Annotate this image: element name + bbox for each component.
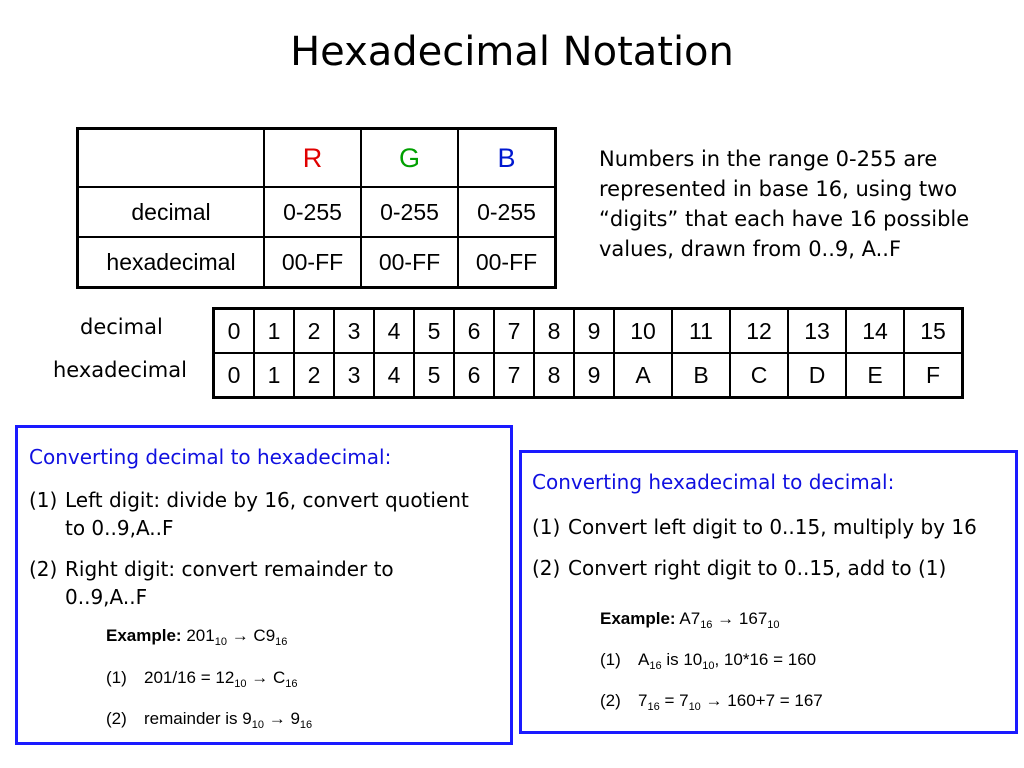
dec-to-hex-example-step — [106, 709, 312, 729]
hex-to-dec-example-step — [600, 691, 823, 711]
base-subscript: 16 — [647, 701, 660, 713]
digit-cell: 2 — [294, 309, 334, 354]
rgb-cell: 0-255 — [458, 187, 556, 237]
base-subscript: 10 — [251, 719, 264, 731]
arrow-icon: → — [251, 668, 269, 687]
step-number: (2) — [532, 556, 561, 580]
base16-note: Numbers in the range 0-255 are represented in base 16, using two “digits” that each have 16 possible values, drawn from 0..9, A..F — [599, 147, 970, 261]
digit-cell: 10 — [614, 309, 672, 354]
step-number: (1) — [600, 650, 621, 669]
hex-to-dec-step — [532, 554, 946, 582]
base-subscript: 10 — [214, 636, 227, 648]
arrow-icon: → — [705, 691, 723, 710]
base-subscript: 16 — [285, 678, 298, 690]
digit-cell: B — [672, 353, 730, 398]
example-step-text: = 7 — [659, 691, 689, 710]
example-step-text: remainder is 9 — [144, 709, 252, 728]
dec-to-hex-step — [29, 486, 469, 542]
digit-row-label-decimal: decimal — [80, 315, 163, 339]
example-step-text: 201/16 = 12 — [144, 668, 235, 687]
step-number: (2) — [106, 709, 127, 728]
rgb-cell: 0-255 — [361, 187, 458, 237]
digit-cell: 1 — [254, 353, 294, 398]
rgb-cell: 0-255 — [264, 187, 361, 237]
dec-to-hex-example — [106, 626, 287, 646]
digit-cell: 8 — [534, 309, 574, 354]
hex-to-decimal-box — [519, 450, 1018, 734]
rgb-header-b: B — [458, 129, 556, 188]
rgb-row-label: decimal — [78, 187, 265, 237]
hex-to-dec-step — [532, 513, 977, 541]
digit-cell: 13 — [788, 309, 846, 354]
base-subscript: 16 — [700, 619, 713, 631]
rgb-header-row — [78, 129, 556, 188]
example-step-text: is 10 — [661, 650, 703, 669]
digit-cell: 14 — [846, 309, 904, 354]
rgb-header-g: G — [361, 129, 458, 188]
hex-to-dec-example — [600, 609, 780, 629]
digit-cell: F — [904, 353, 963, 398]
decimal-to-hex-box — [15, 425, 513, 745]
example-to: C9 — [253, 626, 276, 645]
digit-cell: 15 — [904, 309, 963, 354]
step-number: (2) — [600, 691, 621, 710]
example-from: A7 — [679, 609, 701, 628]
step-number: (1) — [532, 515, 561, 539]
digit-cell: 3 — [334, 353, 374, 398]
digit-hexadecimal-row — [214, 353, 963, 398]
decimal-to-hex-heading: Converting decimal to hexadecimal: — [29, 445, 392, 469]
step-text-continued: to 0..9,A..F — [65, 516, 174, 540]
step-text: Left digit: divide by 16, convert quotient — [65, 488, 469, 512]
example-step-text: 7 — [638, 691, 648, 710]
digit-cell: 0 — [214, 353, 255, 398]
rgb-cell: 00-FF — [264, 237, 361, 288]
digit-decimal-row — [214, 309, 963, 354]
step-number: (1) — [106, 668, 127, 687]
digit-cell: 7 — [494, 309, 534, 354]
arrow-icon: → — [717, 609, 735, 628]
step-text-continued: 0..9,A..F — [65, 585, 148, 609]
base-subscript: 10 — [234, 678, 247, 690]
digit-cell: 7 — [494, 353, 534, 398]
base-subscript: 16 — [275, 636, 288, 648]
hex-to-decimal-heading: Converting hexadecimal to decimal: — [532, 470, 895, 494]
rgb-header-r: R — [264, 129, 361, 188]
base-subscript: 16 — [649, 660, 662, 672]
rgb-header-empty — [78, 129, 265, 188]
digit-cell: 11 — [672, 309, 730, 354]
example-to: 167 — [738, 609, 768, 628]
step-number: (1) — [29, 488, 58, 512]
example-step-result: 160+7 = 167 — [727, 691, 823, 710]
step-text: Convert right digit to 0..15, add to (1) — [568, 556, 947, 580]
rgb-cell: 00-FF — [458, 237, 556, 288]
digit-cell: 8 — [534, 353, 574, 398]
example-step-result: 9 — [290, 709, 300, 728]
step-number: (2) — [29, 557, 58, 581]
dec-to-hex-example-step — [106, 668, 298, 688]
rgb-row-label: hexadecimal — [78, 237, 265, 288]
digit-cell: 12 — [730, 309, 788, 354]
digit-cell: C — [730, 353, 788, 398]
hex-to-dec-example-step — [600, 650, 816, 670]
digit-cell: 9 — [574, 353, 614, 398]
digit-cell: 5 — [414, 309, 454, 354]
example-step-result: C — [273, 668, 286, 687]
dec-to-hex-step — [29, 555, 394, 611]
digit-row-label-hexadecimal: hexadecimal — [53, 358, 187, 382]
example-label: Example: — [600, 609, 676, 628]
digit-cell: 1 — [254, 309, 294, 354]
digit-cell: 2 — [294, 353, 334, 398]
arrow-icon: → — [268, 709, 286, 728]
base-subscript: 10 — [767, 619, 780, 631]
rgb-hexadecimal-row — [78, 237, 556, 288]
digit-cell: 6 — [454, 309, 494, 354]
digit-cell: 9 — [574, 309, 614, 354]
base-subscript: 16 — [299, 719, 313, 731]
digit-cell: A — [614, 353, 672, 398]
digit-table — [212, 307, 964, 399]
slide-title: Hexadecimal Notation — [290, 29, 734, 75]
base-subscript: 10 — [688, 701, 701, 713]
rgb-cell: 00-FF — [361, 237, 458, 288]
digit-cell: 4 — [374, 309, 414, 354]
digit-cell: D — [788, 353, 846, 398]
example-from: 201 — [186, 626, 215, 645]
rgb-decimal-row — [78, 187, 556, 237]
digit-cell: E — [846, 353, 904, 398]
rgb-range-table — [76, 127, 557, 289]
example-step-text: A — [638, 650, 650, 669]
digit-cell: 6 — [454, 353, 494, 398]
digit-cell: 4 — [374, 353, 414, 398]
digit-cell: 5 — [414, 353, 454, 398]
arrow-icon: → — [231, 626, 249, 645]
step-text: Convert left digit to 0..15, multiply by 16 — [568, 515, 977, 539]
digit-cell: 3 — [334, 309, 374, 354]
base-subscript: 10 — [702, 660, 715, 672]
digit-cell: 0 — [214, 309, 255, 354]
step-text: Right digit: convert remainder to — [65, 557, 394, 581]
example-label: Example: — [106, 626, 182, 645]
example-step-result: , 10*16 = 160 — [714, 650, 817, 669]
